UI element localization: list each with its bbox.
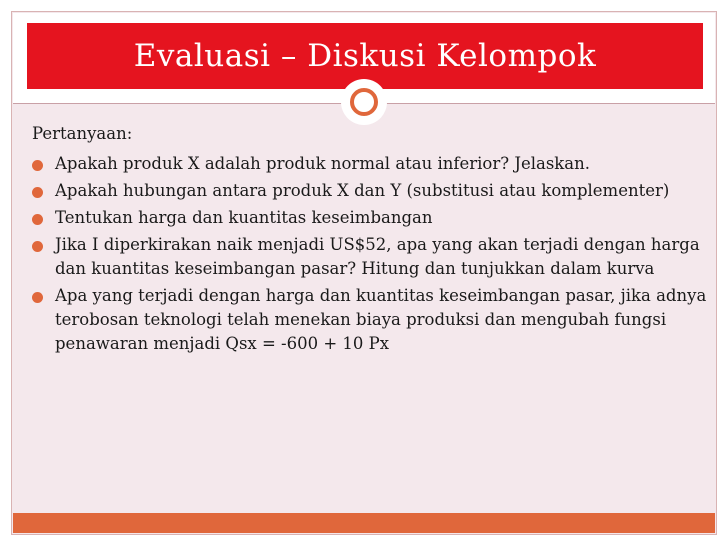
question-list	[32, 152, 712, 356]
list-item	[32, 284, 712, 356]
question-text: Tentukan harga dan kuantitas keseimbangan	[55, 208, 433, 227]
question-text: Apakah hubungan antara produk X dan Y (substitusi atau komplementer)	[55, 181, 670, 200]
bullet-icon	[32, 241, 43, 252]
list-item	[32, 152, 712, 176]
list-item	[32, 233, 712, 281]
footer-bar	[13, 513, 715, 533]
question-label: Pertanyaan:	[32, 124, 133, 143]
circle-icon	[350, 88, 378, 116]
bullet-icon	[32, 214, 43, 225]
question-text: Jika I diperkirakan naik menjadi US$52, apa yang akan terjadi dengan harga dan kuantitas keseimbangan pasar? Hitung dan tunjukkan dalam kurva	[55, 235, 700, 278]
list-item	[32, 179, 712, 203]
list-item	[32, 206, 712, 230]
slide-title: Evaluasi – Diskusi Kelompok	[133, 38, 597, 74]
bullet-icon	[32, 160, 43, 171]
question-text: Apakah produk X adalah produk normal atau inferior? Jelaskan.	[55, 154, 591, 173]
ring-ornament	[341, 79, 387, 125]
question-text: Apa yang terjadi dengan harga dan kuantitas keseimbangan pasar, jika adnya terobosan teknologi telah menekan biaya produksi dan mengubah fungsi penawaran menjadi Qsx = -600 + 10 Px	[55, 286, 707, 353]
slide-content	[32, 122, 712, 359]
bullet-icon	[32, 292, 43, 303]
bullet-icon	[32, 187, 43, 198]
